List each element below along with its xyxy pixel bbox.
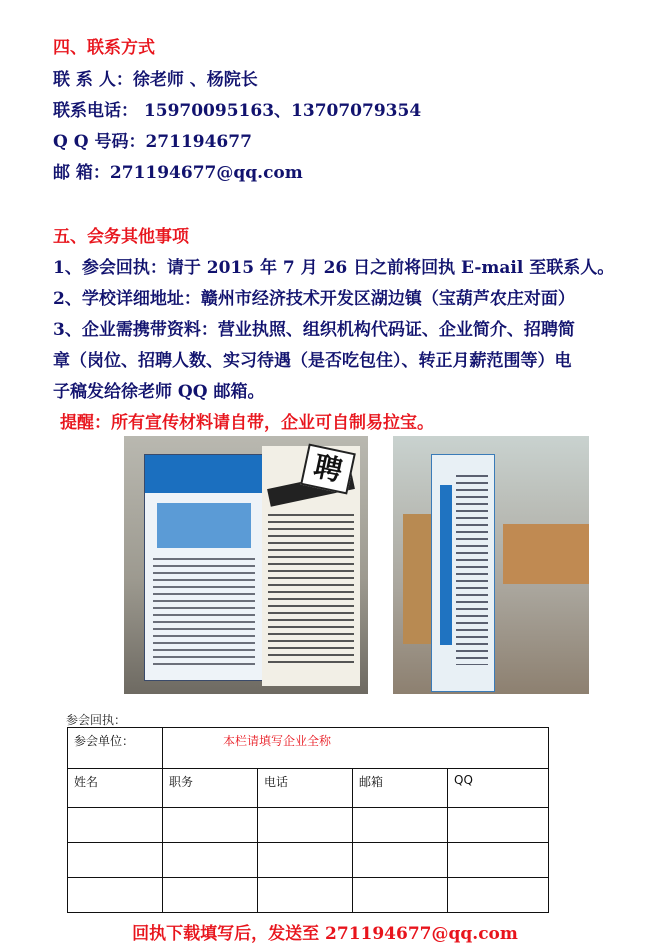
- table-cell[interactable]: [258, 843, 353, 878]
- contact-heading: 四、联系方式: [53, 38, 155, 58]
- reminder-text: 提醒：所有宣传材料请自带，企业可自制易拉宝。: [60, 413, 434, 433]
- table-cell[interactable]: [448, 843, 549, 878]
- reply-form-caption: 参会回执：: [66, 713, 127, 727]
- contact-email: 邮 箱：271194677@qq.com: [53, 163, 303, 183]
- table-cell[interactable]: [163, 878, 258, 913]
- table-cell[interactable]: [448, 878, 549, 913]
- matters-item-3-line-1: 3、企业需携带资料：营业执照、组织机构代码证、企业简介、招聘简: [53, 320, 575, 340]
- table-cell[interactable]: [68, 878, 163, 913]
- table-cell[interactable]: [68, 808, 163, 843]
- table-cell[interactable]: [163, 843, 258, 878]
- table-cell[interactable]: [258, 808, 353, 843]
- matters-item-1: 1、参会回执：请于 2015 年 7 月 26 日之前将回执 E-mail 至联系人。: [53, 258, 615, 278]
- table-cell[interactable]: [353, 843, 448, 878]
- table-row: [68, 808, 549, 843]
- rollup-banner-stand: [431, 454, 495, 692]
- company-label-cell: [68, 728, 163, 769]
- column-header-qq: QQ: [448, 769, 549, 808]
- table-row: [68, 843, 549, 878]
- contact-person: 联 系 人：徐老师 、杨院长: [53, 70, 258, 90]
- column-header-name: 姓名: [68, 769, 163, 808]
- table-cell[interactable]: [353, 808, 448, 843]
- company-row: [68, 728, 549, 769]
- photo-recruitment-banners: [124, 436, 368, 694]
- matters-item-2: 2、学校详细地址：赣州市经济技术开发区湖边镇（宝葫芦农庄对面）: [53, 289, 575, 309]
- matters-item-3-line-2: 章（岗位、招聘人数、实习待遇（是否吃包住）、转正月薪范围等）电: [53, 351, 572, 371]
- contact-qq: Q Q 号码：271194677: [53, 132, 252, 152]
- table-cell[interactable]: [353, 878, 448, 913]
- footer-instruction: 回执下载填写后，发送至 271194677@qq.com: [132, 924, 518, 944]
- banner-recruit-sign: 聘: [300, 443, 356, 494]
- table-cell[interactable]: [448, 808, 549, 843]
- company-input-cell[interactable]: [163, 728, 549, 769]
- column-header-row: [68, 769, 549, 808]
- column-header-position: 职务: [163, 769, 258, 808]
- matters-item-3-line-3: 子稿发给徐老师 QQ 邮箱。: [53, 382, 265, 402]
- column-header-email: 邮箱: [353, 769, 448, 808]
- matters-heading: 五、会务其他事项: [53, 227, 189, 247]
- column-header-phone: 电话: [258, 769, 353, 808]
- company-label: 参会单位：: [74, 734, 135, 748]
- table-row: [68, 878, 549, 913]
- contact-phone: 联系电话： 15970095163、13707079354: [53, 101, 422, 121]
- photo-lectern-room: [393, 436, 589, 694]
- rollup-banner-left: [144, 454, 264, 681]
- company-hint: 本栏请填写企业全称: [223, 734, 332, 748]
- chairs: [503, 524, 589, 584]
- table-cell[interactable]: [68, 843, 163, 878]
- table-cell[interactable]: [163, 808, 258, 843]
- reply-form-table: [67, 727, 549, 913]
- table-cell[interactable]: [258, 878, 353, 913]
